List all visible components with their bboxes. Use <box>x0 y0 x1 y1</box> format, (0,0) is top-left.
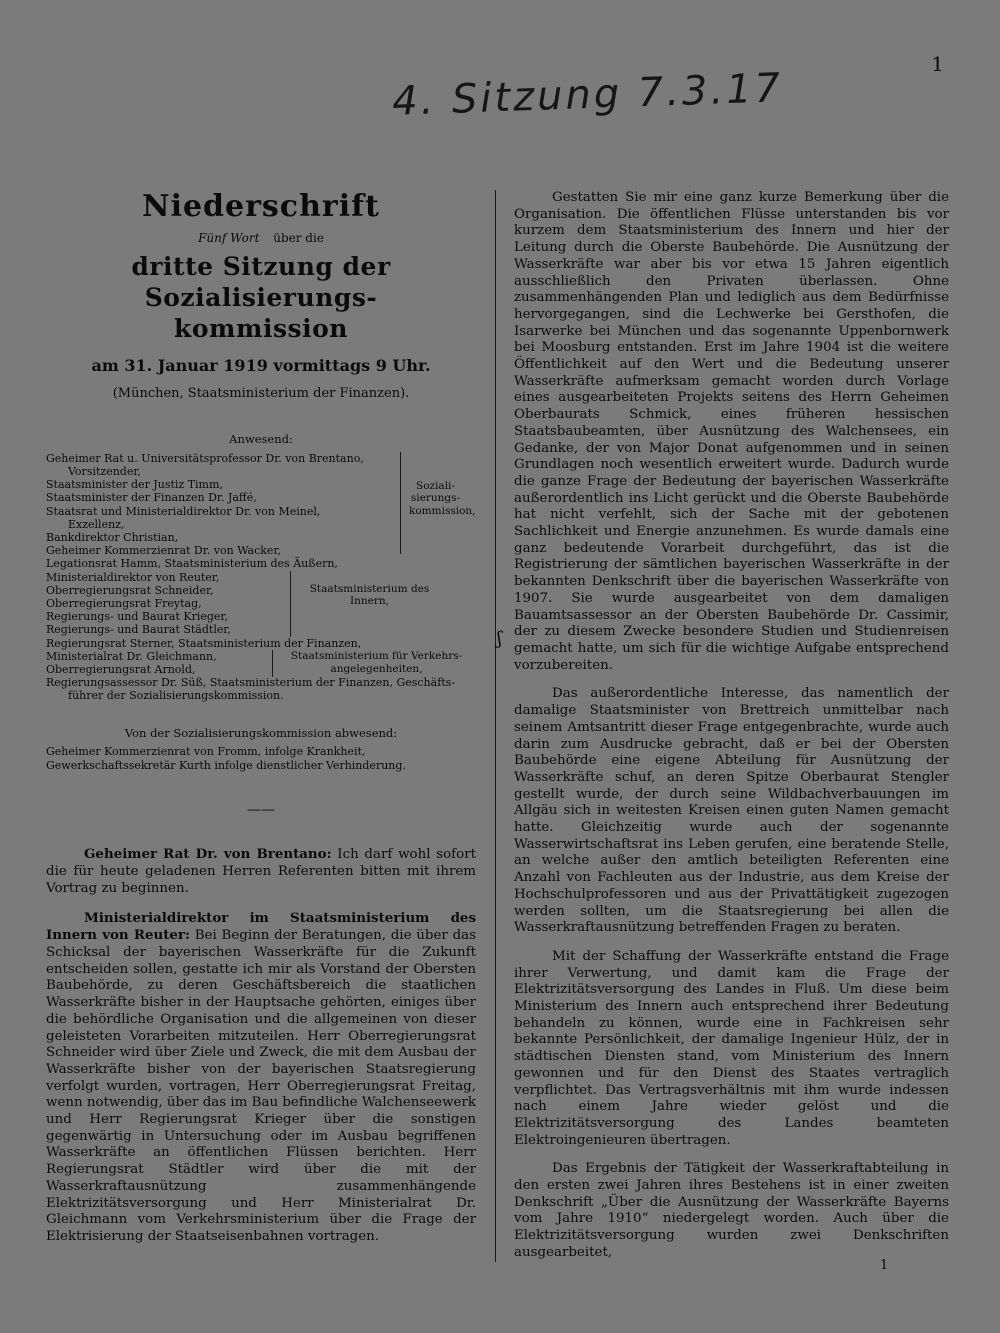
attendee-line: führer der Sozialisierungskommission. <box>68 689 284 703</box>
speaker-name: Ministerialdirektor im Staatsministerium des Innern von Reuter: <box>46 909 476 944</box>
absent-line: Gewerkschaftssekretär Kurth infolge dienstlicher Verhinderung. <box>46 758 406 772</box>
date-line: am 31. Januar 1919 vormittags 9 Uhr. <box>91 355 431 375</box>
attendees-group-interior <box>46 570 430 637</box>
left-column <box>46 190 476 1258</box>
separator: —— <box>247 801 275 818</box>
paragraph-utilisation: Mit der Schaffung der Wasserkräfte entstand die Frage ihrer Verwertung, und damit kam die Frage der Elektrizitätsversorgung des Landes in Fluß. Um diese beim Ministerium des Innern auch entsprechend ihrer Bedeutung behandeln zu können, wurde eine in Fachkreisen sehr bekannte Persönlichkeit, der damalige Ingenieur Hülz, der in städtischen Diensten stand, vom Ministerium des Innern gewonnen und für den Dienst des Staates vertraglich verpflichtet. Das Vertragsverhältnis mit ihm wurde indessen nach einem Jahre wieder gelöst und die Elektrizitätsversorgung des Landes beamteten Elektroingenieuren übertragen. <box>514 948 949 1148</box>
interior-brace-note: Staatsministerium des Innern, <box>290 571 440 637</box>
attendee-line: Regierungs- und Baurat Städtler, <box>46 623 231 637</box>
attendee-line: Oberregierungsrat Schneider, <box>46 583 214 597</box>
speaker-name: Geheimer Rat Dr. von Brentano: <box>84 846 332 863</box>
place-line: (München, Staatsministerium der Finanzen). <box>112 386 410 402</box>
traffic-brace-note: Staatsministerium für Verkehrs- angelegenheiten, <box>272 650 472 677</box>
paragraph-interest: Das außerordentliche Interesse, das namentlich der damalige Staatsminister von Brettreich unmittelbar nach seinem Amtsantritt dieser Frage entgegenbrachte, wurde auch darin zum Ausdrucke gebracht, daß er bei der Obersten Baubehörde eine eigene Abteilung für Ausnützung der Wasserkräfte schuf, an deren Spitze Oberbaurat Stengler gestellt wurde, der durch seine Wildbachverbauungen im Allgäu sich in weitesten Kreisen einen guten Namen gemacht hatte. Gleichzeitig wurde auch der sogenannte Wasserwirtschaftsrat ins Leben gerufen, eine beratende Stelle, an welche außer den amtlich beteiligten Referenten eine Anzahl von Fachleuten aus der Industrie, aus dem Kreise der Hochschulprofessoren und aus der Privattätigkeit zugezogen werden sollten, um die Staatsregierung bei allen die Wasserkraftausnützung betreffenden Fragen zu beraten. <box>514 686 949 936</box>
attendee-line: Vorsitzender, <box>68 465 141 479</box>
attendee-line: Exzellenz, <box>68 517 125 531</box>
margin-mark: ʃ <box>497 628 502 649</box>
absent-heading: Von der Sozialisierungskommission abwesend: <box>124 725 398 740</box>
handwritten-note: 4. Sitzung 7.3.17 <box>391 65 784 125</box>
attendee-line: Staatsminister der Justiz Timm, <box>46 478 223 492</box>
page-number-top: 1 <box>931 52 944 76</box>
document-title: Niederschrift <box>142 189 380 224</box>
attendee-line: Geheimer Kommerzienrat Dr. von Wacker, <box>46 544 281 558</box>
paragraph-organisation: Gestatten Sie mir eine ganz kurze Bemerkung über die Organisation. Die öffentlichen Flüsse unterstanden bis vor kurzem dem Staatsministerium des Innern und hier der Leitung durch die Oberste Baubehörde. Die Ausnützung der Wasserkräfte war aber bis vor etwa 15 Jahren eigentlich ausschließlich den Privaten überlassen. Ohne zusammenhängenden Plan und lediglich aus dem Bedürfnisse hervorgegangen, sind die Lechwerke bei Gersthofen, die Isarwerke bei München und das sogenannte Uppenbornwerk bei Moosburg entstanden. Erst im Jahre 1904 ist die weitere Öffentlichkeit auf den Wert und die Bedeutung unserer Wasserkräfte aufmerksam gemacht worden durch Vorlage eines ausgearbeiteten Projekts seitens des Herrn Geheimen Oberbaurats Schmick, eines früheren hessischen Staatsbaubeamten, über Ausnützung des Walchensees, ein Gedanke, der von Major Donat aufgenommen und in seinen Grundlagen noch wesentlich erweitert wurde. Dadurch wurde die ganze Frage der Bedeutung der bayerischen Wasserkräfte außerordentlich ins Licht gerückt und die Oberste Baubehörde hat nicht verfehlt, sich der Sache mit der gebotenen Sachlichkeit und Energie anzunehmen. Es wurde damals eine ganz bedeutende Vorarbeit durchgeführt, das ist die Registrierung der sämtlichen bayerischen Wasserkräfte in der bekannten Denkschrift über die bayerischen Wasserkräfte von 1907. Sie wurde ausgearbeitet von dem damaligen Bauamtsassessor an der Obersten Baubehörde Dr. Cassimir, der zu diesem Zwecke besondere Studien und Studienreisen gemacht hatte, um sich für die wichtige Aufgabe entsprechend vorzubereiten. <box>514 190 949 673</box>
absent-line: Geheimer Kommerzienrat von Fromm, infolge Krankheit, <box>46 745 366 759</box>
attendee-line: Regierungsassessor Dr. Süß, Staatsministerium der Finanzen, Geschäfts- <box>46 676 456 690</box>
attendees-list <box>46 452 476 703</box>
commission-brace-note: Soziali- sierungs- kommission, <box>400 452 462 554</box>
attendee-line: Bankdirektor Christian, <box>46 531 179 545</box>
attendee-line: Oberregierungsrat Freytag, <box>46 597 202 611</box>
paragraph-text: Bei Beginn der Beratungen, die über das Schicksal der bayerischen Wasserkräfte für die Zukunft entscheiden sollen, gestatte ich mir als Vorstand der Obersten Baubehörde, zu deren Geschäftsbereich die staatlichen Wasserkräfte bisher in der Hauptsache gehörten, einiges über die behördliche Organisation und die allgemeinen von dieser geleisteten Vorarbeiten mitzuteilen. Herr Oberregierungsrat Schneider wird über Ziele und Zweck, die mit dem Ausbau der Wasserkräfte bisher von der bayerischen Staatsregierung verfolgt wurden, vortragen, Herr Oberregierungsrat Freitag, wenn notwendig, über das im Bau befindliche Walchenseewerk und Herr Regierungsrat Krieger über die sonstigen gegenwärtig in Untersuchung oder im Ausbau begriffenen Wasserkräfte an öffentlichen Flüssen berichten. Herr Regierungsrat Städtler wird über die mit der Wasserkraftausnützung zusammenhängende Elektrizitätsversorgung und Herr Ministerialrat Dr. Gleichmann vom Verkehrsministerium über die Frage der Elektrisierung der Staatseisenbahnen vortragen. <box>46 928 477 1244</box>
attendee-line: Legationsrat Hamm, Staatsministerium des Äußern, <box>46 557 338 571</box>
attendee-line: Staatsrat und Ministerialdirektor Dr. von Meinel, <box>46 504 321 518</box>
attendees-group-commission <box>46 451 476 558</box>
paragraph-text: Ich darf wohl sofort die für heute geladenen Herren Referenten bitten mit ihrem Vortrag zu beginnen. <box>46 847 476 896</box>
paragraph-reuter <box>46 910 476 1246</box>
title-sub-text: über die <box>273 231 324 245</box>
page-number-bottom: 1 <box>880 1258 889 1273</box>
struck-words: Fünf Wort <box>198 231 260 245</box>
right-column <box>514 190 949 1262</box>
attendees-heading: Anwesend: <box>229 432 293 447</box>
title-subline <box>46 230 476 247</box>
attendee-line: Ministerialrat Dr. Gleichmann, <box>46 649 217 663</box>
attendee-line: Geheimer Rat u. Universitätsprofessor Dr. von Brentano, <box>46 451 364 465</box>
column-divider <box>495 190 496 1262</box>
absent-list <box>46 745 476 771</box>
attendee-line: Regierungs- und Baurat Krieger, <box>46 610 228 624</box>
title-line-2: dritte Sitzung der Sozialisierungs- <box>131 251 391 312</box>
paragraph-result: Das Ergebnis der Tätigkeit der Wasserkraftabteilung in den ersten zwei Jahren ihres Bestehens ist in einer zweiten Denkschrift „Über die Ausnützung der Wasserkräfte Bayerns vom Jahre 1910“ niedergelegt worden. Auch über die Elektrizitätsversorgung wurden zwei Denkschriften ausgearbeitet, <box>514 1161 949 1260</box>
attendee-line: Regierungsrat Sterner, Staatsministerium der Finanzen, <box>46 636 362 650</box>
title-line-3: kommission <box>174 313 348 343</box>
attendee-line: Staatsminister der Finanzen Dr. Jaffé, <box>46 491 257 505</box>
attendee-line: Oberregierungsrat Arnold, <box>46 663 196 677</box>
paragraph-brentano <box>46 846 476 897</box>
attendees-group-traffic <box>46 649 463 677</box>
attendee-line: Ministerialdirektor von Reuter, <box>46 570 220 584</box>
